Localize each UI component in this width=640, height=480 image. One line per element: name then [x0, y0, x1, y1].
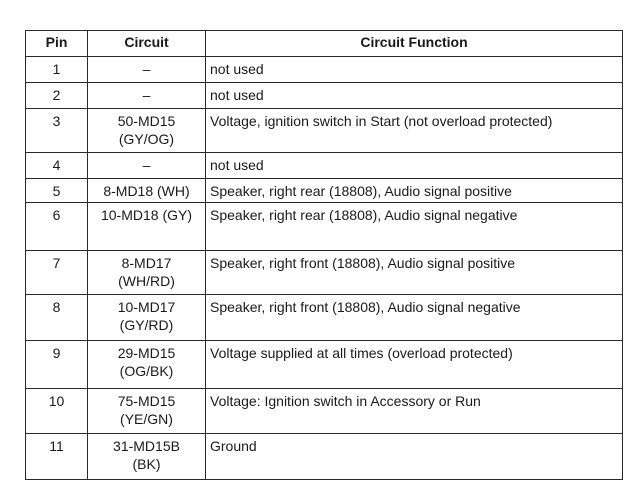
wire-color: (BK) — [132, 456, 161, 472]
table-row — [26, 434, 623, 480]
pin-cell: 8 — [26, 295, 88, 341]
circuit-code: 50-MD15 — [117, 113, 176, 129]
circuit-code: 8-MD18 (WH) — [103, 183, 190, 199]
pin-cell: 2 — [26, 83, 88, 109]
header-circuit: Circuit — [88, 31, 206, 57]
circuit-code: 31-MD15B — [113, 438, 180, 454]
circuit-cell — [88, 203, 206, 251]
circuit-code: – — [142, 61, 151, 77]
circuit-code: – — [142, 87, 151, 103]
pin-cell: 6 — [26, 203, 88, 251]
pin-cell: 3 — [26, 109, 88, 153]
circuit-code: – — [142, 157, 151, 173]
table-row — [26, 251, 623, 295]
table-row — [26, 109, 623, 153]
circuit-cell — [88, 153, 206, 179]
circuit-code: 8-MD17 — [121, 255, 172, 271]
table-header-row — [26, 31, 623, 57]
circuit-cell — [88, 57, 206, 83]
pin-cell: 7 — [26, 251, 88, 295]
wire-color: (YE/GN) — [120, 411, 173, 427]
function-cell: not used — [206, 153, 623, 179]
circuit-cell — [88, 109, 206, 153]
table-row — [26, 179, 623, 203]
circuit-code: 75-MD15 — [117, 393, 176, 409]
pin-cell: 11 — [26, 434, 88, 480]
wire-color: (WH/RD) — [118, 273, 175, 289]
table-row — [26, 295, 623, 341]
table-row — [26, 389, 623, 434]
function-cell: Voltage, ignition switch in Start (not overload protected) — [206, 109, 623, 153]
table-row — [26, 203, 623, 251]
function-cell: Speaker, right rear (18808), Audio signal positive — [206, 179, 623, 203]
circuit-cell — [88, 434, 206, 480]
pinout-table — [25, 30, 623, 480]
function-cell: Voltage supplied at all times (overload protected) — [206, 341, 623, 389]
function-cell: Speaker, right front (18808), Audio signal negative — [206, 295, 623, 341]
wire-color: (GY/OG) — [118, 131, 175, 147]
circuit-cell — [88, 389, 206, 434]
circuit-cell — [88, 83, 206, 109]
table-row — [26, 341, 623, 389]
function-cell: Speaker, right front (18808), Audio signal positive — [206, 251, 623, 295]
circuit-cell — [88, 251, 206, 295]
pin-cell: 1 — [26, 57, 88, 83]
table-row — [26, 57, 623, 83]
function-cell: Speaker, right rear (18808), Audio signal negative — [206, 203, 623, 251]
function-cell: Voltage: Ignition switch in Accessory or Run — [206, 389, 623, 434]
pin-cell: 5 — [26, 179, 88, 203]
header-pin: Pin — [26, 31, 88, 57]
wire-color: (OG/BK) — [119, 363, 174, 379]
pin-cell: 10 — [26, 389, 88, 434]
header-circuit-function: Circuit Function — [206, 31, 623, 57]
pin-cell: 4 — [26, 153, 88, 179]
table-row — [26, 153, 623, 179]
table-row — [26, 83, 623, 109]
function-cell: Ground — [206, 434, 623, 480]
pin-cell: 9 — [26, 341, 88, 389]
function-cell: not used — [206, 83, 623, 109]
circuit-code: 10-MD18 (GY) — [100, 207, 193, 223]
circuit-code: 29-MD15 — [117, 345, 176, 361]
circuit-cell — [88, 179, 206, 203]
wire-color: (GY/RD) — [119, 317, 174, 333]
circuit-cell — [88, 295, 206, 341]
circuit-code: 10-MD17 — [117, 299, 176, 315]
function-cell: not used — [206, 57, 623, 83]
circuit-cell — [88, 341, 206, 389]
